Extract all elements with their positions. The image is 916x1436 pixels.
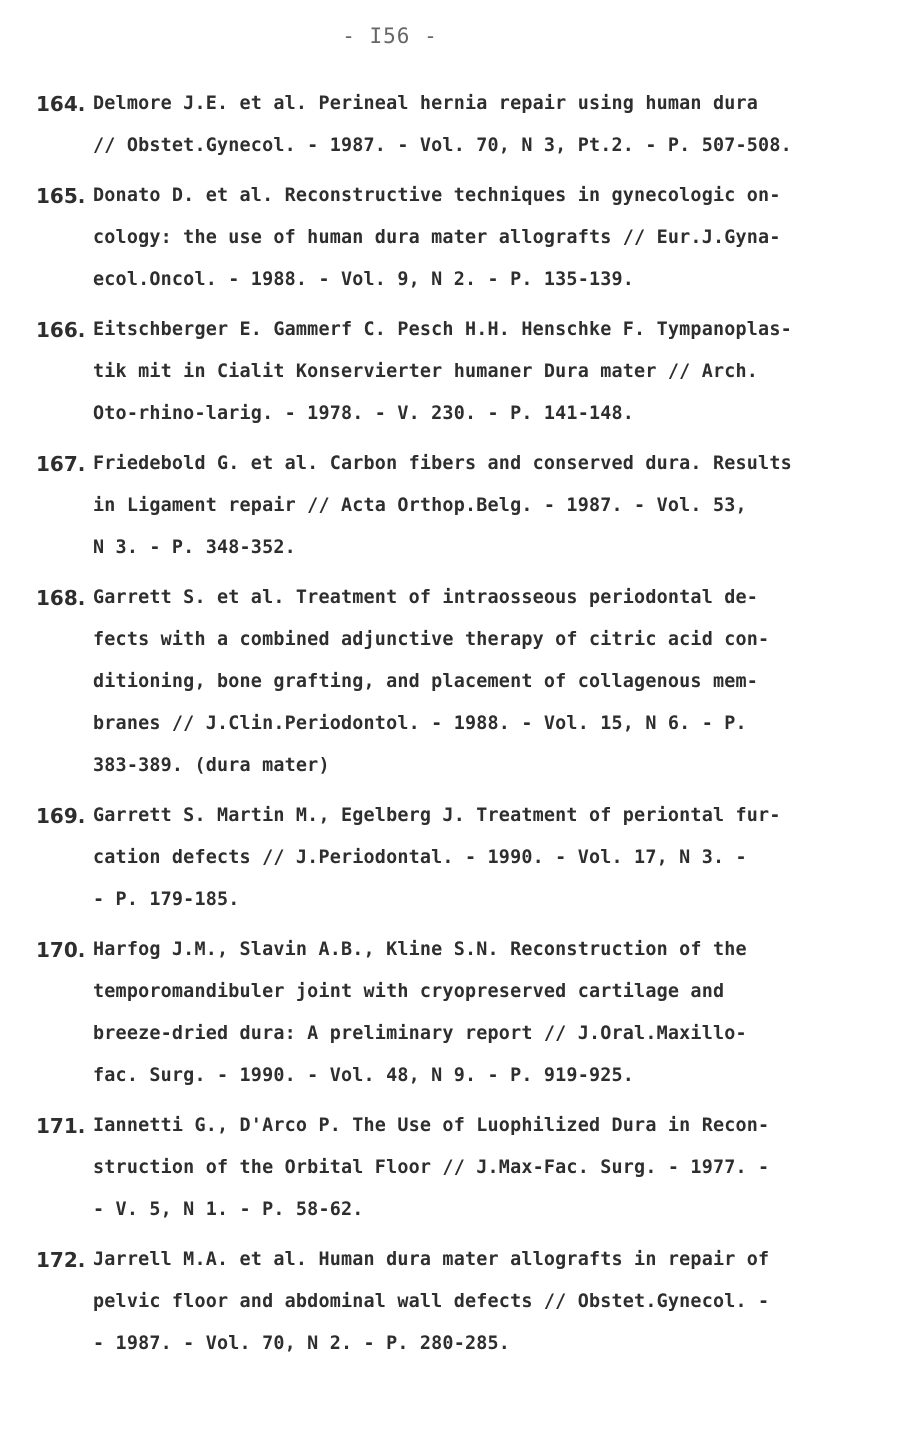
reference-line: fac. Surg. - 1990. - Vol. 48, N 9. - P. 919-925. [93,1065,635,1086]
reference-number: 168. [36,586,86,610]
reference-line: - P. 179-185. [93,889,240,910]
reference-number: 165. [36,184,86,208]
reference-line: pelvic floor and abdominal wall defects // Obstet.Gynecol. - [93,1291,770,1312]
reference-170 [36,929,886,1097]
reference-line: - V. 5, N 1. - P. 58-62. [93,1199,364,1220]
reference-line: Donato D. et al. Reconstructive techniques in gynecologic on- [93,185,781,206]
reference-164 [36,83,886,167]
reference-line: ditioning, bone grafting, and placement of collagenous mem- [93,671,759,692]
page-number: - I56 - [342,24,438,48]
reference-165 [36,175,886,301]
reference-number: 170. [36,938,86,962]
reference-list [36,83,886,1373]
reference-number: 167. [36,452,86,476]
reference-line: Iannetti G., D'Arco P. The Use of Luophilized Dura in Recon- [93,1115,770,1136]
reference-line: Eitschberger E. Gammerf C. Pesch H.H. Henschke F. Tympanoplas- [93,319,792,340]
reference-169 [36,795,886,921]
reference-line: // Obstet.Gynecol. - 1987. - Vol. 70, N 3, Pt.2. - P. 507-508. [93,135,792,156]
reference-166 [36,309,886,435]
reference-171 [36,1105,886,1231]
reference-number: 169. [36,804,86,828]
reference-line: struction of the Orbital Floor // J.Max-Fac. Surg. - 1977. - [93,1157,770,1178]
reference-line: Garrett S. Martin M., Egelberg J. Treatment of periontal fur- [93,805,781,826]
reference-line: Harfog J.M., Slavin A.B., Kline S.N. Reconstruction of the [93,939,747,960]
reference-line: N 3. - P. 348-352. [93,537,296,558]
reference-number: 164. [36,92,86,116]
reference-line: cology: the use of human dura mater allografts // Eur.J.Gyna- [93,227,781,248]
reference-line: Garrett S. et al. Treatment of intraosseous periodontal de- [93,587,759,608]
reference-line: 383-389. (dura mater) [93,755,330,776]
reference-number: 171. [36,1114,86,1138]
reference-number: 166. [36,318,86,342]
reference-line: Friedebold G. et al. Carbon fibers and conserved dura. Results [93,453,792,474]
reference-line: in Ligament repair // Acta Orthop.Belg. - 1987. - Vol. 53, [93,495,747,516]
reference-line: Oto-rhino-larig. - 1978. - V. 230. - P. 141-148. [93,403,635,424]
reference-line: tik mit in Cialit Konservierter humaner Dura mater // Arch. [93,361,759,382]
reference-line: Delmore J.E. et al. Perineal hernia repair using human dura [93,93,759,114]
reference-line: temporomandibuler joint with cryopreserved cartilage and [93,981,725,1002]
reference-number: 172. [36,1248,86,1272]
reference-172 [36,1239,886,1365]
reference-line: cation defects // J.Periodontal. - 1990. - Vol. 17, N 3. - [93,847,747,868]
reference-line: ecol.Oncol. - 1988. - Vol. 9, N 2. - P. 135-139. [93,269,635,290]
reference-line: - 1987. - Vol. 70, N 2. - P. 280-285. [93,1333,511,1354]
reference-line: fects with a combined adjunctive therapy of citric acid con- [93,629,770,650]
reference-line: branes // J.Clin.Periodontol. - 1988. - Vol. 15, N 6. - P. [93,713,747,734]
reference-line: breeze-dried dura: A preliminary report // J.Oral.Maxillo- [93,1023,747,1044]
reference-168 [36,577,886,787]
reference-167 [36,443,886,569]
reference-line: Jarrell M.A. et al. Human dura mater allografts in repair of [93,1249,770,1270]
